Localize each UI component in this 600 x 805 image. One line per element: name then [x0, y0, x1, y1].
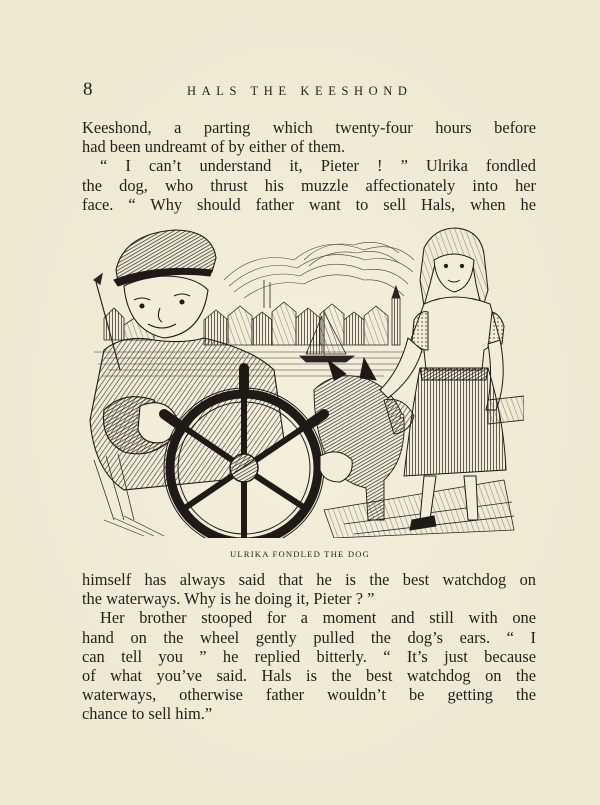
boat-railing — [488, 396, 524, 424]
text-line: face. “ Why should father want to sell Hals, when he — [82, 194, 536, 214]
text-line: Her brother stooped for a moment and still with one — [100, 608, 536, 628]
page-number: 8 — [83, 79, 93, 100]
boat-deck — [324, 480, 514, 538]
body-text-bottom — [82, 570, 536, 724]
text-line: “ I can’t understand it, Pieter ! ” Ulrika fondled — [100, 156, 536, 176]
running-title: HALS THE KEESHOND — [187, 84, 413, 98]
text-line: Keeshond, a parting which twenty-four hours before — [82, 118, 536, 137]
text-line: can tell you ” he replied bitterly. “ It’s just because — [82, 646, 536, 666]
text-line: the dog, who thrust his muzzle affectionately into her — [82, 175, 536, 195]
body-text-top — [82, 118, 536, 214]
boy-hand-on-dog — [320, 452, 352, 482]
text-line: of what you’ve said. Hals is the best watchdog on the — [82, 665, 536, 685]
page-header — [83, 80, 536, 102]
text-line: the waterways. Why is he doing it, Pieter ? ” — [82, 589, 375, 609]
text-line: waterways, otherwise father wouldn’t be getting the — [82, 685, 536, 705]
illustration-caption: ULRIKA FONDLED THE DOG — [229, 549, 371, 559]
illustration-boy-girl-dog — [84, 220, 524, 538]
sky-clouds — [224, 242, 414, 298]
text-line: chance to sell him.” — [82, 704, 213, 724]
text-line: himself has always said that he is the best watchdog on — [82, 570, 536, 589]
text-line: had been undreamt of by either of them. — [82, 137, 346, 157]
text-line: hand on the wheel gently pulled the dog’s ears. “ I — [82, 627, 536, 647]
